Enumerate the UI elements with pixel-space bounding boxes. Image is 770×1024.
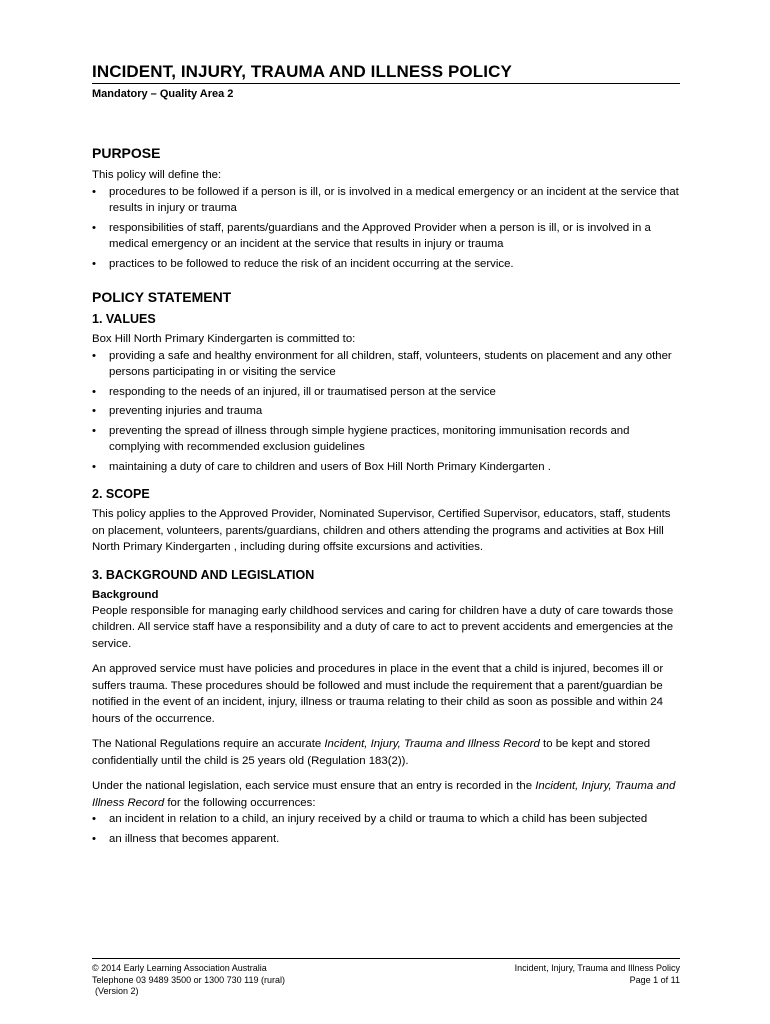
- list-item: • providing a safe and healthy environment for all children, staff, volunteers, students on placement and any other persons participating in or visiting the service: [92, 349, 672, 378]
- footer-divider: [92, 958, 680, 959]
- record-name-emphasis: Incident, Injury, Trauma and Illness Record: [92, 780, 676, 809]
- background-heading: 3. BACKGROUND AND LEGISLATION: [92, 567, 315, 582]
- footer-copyright: © 2014 Early Learning Association Australia: [92, 963, 267, 973]
- bullet-icon: •: [92, 424, 96, 437]
- document-body: [92, 144, 680, 850]
- footer-telephone: Telephone 03 9489 3500 or 1300 730 119 (rural): [92, 974, 285, 985]
- list-item: • preventing injuries and trauma: [92, 403, 680, 420]
- values-intro: Box Hill North Primary Kindergarten is committed to:: [92, 333, 356, 345]
- bullet-icon: •: [92, 257, 96, 270]
- values-heading: 1. VALUES: [92, 312, 156, 326]
- background-para-1: People responsible for managing early childhood services and caring for children have a duty of care towards those children. All service staff have a responsibility and a duty of care to act to prevent accidents and emergencies at the service.: [92, 604, 674, 650]
- background-para-2: An approved service must have policies and procedures in place in the event that a child is injured, becomes ill or suffers trauma. These procedures should be followed and must include the requirement that a parent/guardian be notified in the event of an incident, injury, illness or trauma relating to their child as soon as possible and within 24 hours of the occurrence.: [92, 663, 664, 725]
- bullet-icon: •: [92, 185, 96, 198]
- list-item: • preventing the spread of illness through simple hygiene practices, monitoring immunisation records and complying with recommended exclusion guidelines: [92, 424, 630, 453]
- background-subheading: Background: [92, 588, 159, 601]
- list-item: • an illness that becomes apparent.: [92, 831, 680, 848]
- list-item: • responding to the needs of an injured, ill or traumatised person at the service: [92, 384, 680, 401]
- bullet-icon: •: [92, 832, 96, 845]
- list-item: • responsibilities of staff, parents/guardians and the Approved Provider when a person is ill, or is involved in a medical emergency or an incident at the service that results in injury or trauma: [92, 221, 651, 250]
- footer-right: [515, 963, 680, 986]
- bullet-icon: •: [92, 349, 96, 362]
- record-name-emphasis: Incident, Injury, Trauma and Illness Record: [324, 738, 540, 750]
- page-title: INCIDENT, INJURY, TRAUMA AND ILLNESS POLICY: [92, 62, 512, 81]
- title-divider: [92, 83, 680, 84]
- background-para-3: The National Regulations require an accurate Incident, Injury, Trauma and Illness Record to be kept and stored confidentially until the child is 25 years old (Regulation 183(2)).: [92, 738, 651, 767]
- bullet-icon: •: [92, 221, 96, 234]
- list-item: • procedures to be followed if a person is ill, or is involved in a medical emergency or an incident at the service that results in injury or trauma: [92, 185, 679, 214]
- bullet-icon: •: [92, 813, 96, 825]
- policy-statement-heading: POLICY STATEMENT: [92, 289, 232, 305]
- purpose-heading: PURPOSE: [92, 145, 161, 161]
- purpose-list: [92, 184, 680, 273]
- page-subtitle: Mandatory – Quality Area 2: [92, 88, 234, 100]
- values-list: [92, 348, 680, 476]
- bullet-icon: •: [92, 385, 96, 398]
- list-item: • an incident in relation to a child, an injury received by a child or trauma to which a child has been subjected: [92, 811, 680, 828]
- footer-policy-name: Incident, Injury, Trauma and Illness Policy: [514, 963, 680, 973]
- purpose-intro: This policy will define the:: [92, 169, 222, 181]
- scope-text: This policy applies to the Approved Provider, Nominated Supervisor, Certified Supervisor, educators, staff, students on placement, volunteers, parents/guardians, children and others attending the programs and activities at Box Hill North Primary Kindergarten , including during offsite excursions and activities.: [92, 508, 671, 553]
- footer-left: [92, 963, 285, 998]
- background-para-4: Under the national legislation, each service must ensure that an entry is recorded in the Incident, Injury, Trauma and Illness Record for the following occurrences:: [92, 780, 676, 809]
- footer-version: (Version 2): [95, 986, 139, 996]
- page-footer: [92, 958, 680, 996]
- list-item: • practices to be followed to reduce the risk of an incident occurring at the service.: [92, 256, 680, 273]
- occurrences-list: [92, 811, 680, 847]
- bullet-icon: •: [92, 405, 96, 417]
- bullet-icon: •: [92, 460, 96, 473]
- footer-page-number: Page 1 of 11: [629, 974, 680, 985]
- scope-heading: 2. SCOPE: [92, 487, 150, 501]
- list-item: • maintaining a duty of care to children and users of Box Hill North Primary Kindergarten .: [92, 459, 680, 476]
